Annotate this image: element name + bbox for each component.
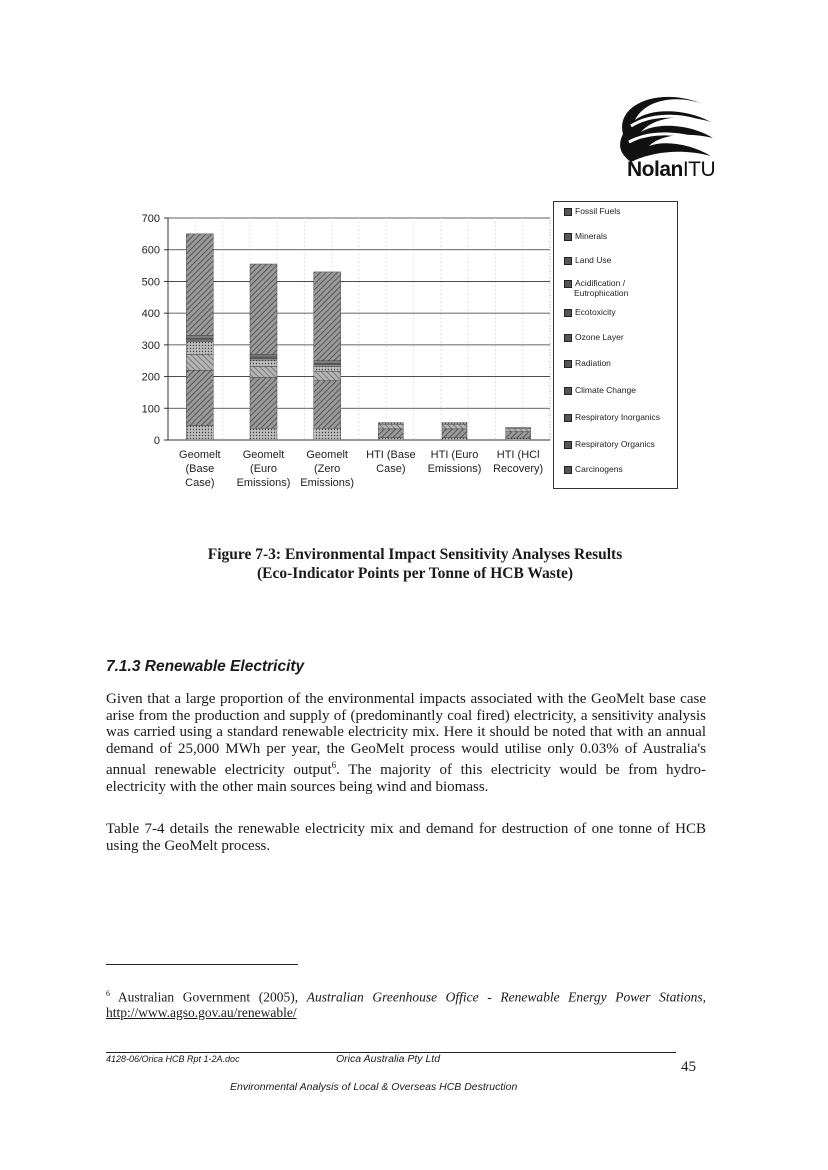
legend-swatch <box>564 208 572 216</box>
section-heading: 7.1.3 Renewable Electricity <box>106 658 305 675</box>
legend-item <box>564 307 616 317</box>
legend-label: Climate Change <box>575 385 636 395</box>
company-logo <box>605 86 723 186</box>
legend-swatch <box>564 233 572 241</box>
y-tick-label: 400 <box>141 308 160 321</box>
y-tick-label: 200 <box>141 371 160 384</box>
legend-swatch <box>564 466 572 474</box>
legend-item <box>564 385 636 395</box>
bar-segment <box>186 370 213 426</box>
paragraph-text: Given that a large proportion of the environmental impacts associated with the GeoMelt base case arise from the production and supply of (predominantly coal fired) electricity, a sensitivity analysis was carried using a standard renewable electricity mix. Here it should be noted that with an annual demand of 25,000 MWh per year, the GeoMelt process would utilise only 0.03% of Australia's annual renewable electricity output <box>106 691 706 778</box>
bar-segment <box>314 371 341 381</box>
logo-suffix: ITU <box>682 158 716 181</box>
footer-doc-reference: 4128-06/Orica HCB Rpt 1-2A.doc <box>106 1054 240 1064</box>
footer-report-title: Environmental Analysis of Local & Overseas HCB Destruction <box>230 1081 518 1093</box>
page-number: 45 <box>681 1059 696 1075</box>
footnote-source-title: Australian Greenhouse Office - Renewable Energy Power Stations, <box>306 989 706 1005</box>
legend-label: Respiratory Inorganics <box>575 412 661 422</box>
legend-item <box>564 464 623 474</box>
x-tick-label: Emissions) <box>236 477 291 489</box>
bar-segment <box>314 272 341 361</box>
bar-segment <box>314 361 341 364</box>
bar-segment <box>314 363 341 365</box>
legend-item <box>564 358 611 368</box>
x-tick-label: Emissions) <box>300 477 355 489</box>
x-tick-label: HTI (HCl <box>496 449 540 461</box>
legend-swatch <box>564 334 572 342</box>
logo-wordmark <box>627 158 715 182</box>
bar-segment <box>250 366 277 377</box>
y-tick-label: 300 <box>141 339 160 352</box>
legend-label: Ozone Layer <box>575 332 624 342</box>
legend-label: Minerals <box>575 231 608 241</box>
bar-segment <box>314 381 341 429</box>
bar-segment <box>186 234 213 335</box>
stacked-bar-chart <box>132 200 552 500</box>
x-tick-label: HTI (Base <box>366 449 416 461</box>
y-tick-label: 100 <box>141 403 160 416</box>
bar-segment <box>378 438 403 440</box>
x-tick-label: (Zero <box>314 463 341 475</box>
legend-label: Eutrophication <box>574 288 629 298</box>
bar-segment <box>250 354 277 357</box>
legend-label: Carcinogens <box>575 464 623 474</box>
bar-segment <box>250 360 277 366</box>
bar-segment <box>378 423 403 425</box>
bar-segment <box>506 427 531 428</box>
bar-segment <box>506 432 531 438</box>
x-tick-label: Geomelt <box>242 449 285 461</box>
paragraph-table-reference: Table 7-4 details the renewable electricity mix and demand for destruction of one tonne of HCB using the GeoMelt process. <box>106 821 706 854</box>
footnote-divider <box>106 964 298 965</box>
figure-caption-line1: Figure 7-3: Environmental Impact Sensitivity Analyses Results <box>207 546 623 563</box>
legend-swatch <box>564 441 572 449</box>
bar-segment <box>250 264 277 354</box>
y-tick-label: 0 <box>153 435 160 447</box>
legend-label: Acidification / <box>575 278 626 288</box>
bar-segment <box>186 339 213 341</box>
x-tick-label: Recovery) <box>493 463 544 475</box>
y-tick-label: 700 <box>141 213 160 225</box>
footnote <box>106 986 706 1020</box>
bar-segment <box>250 428 277 440</box>
footer-company: Orica Australia Pty Ltd <box>336 1053 441 1065</box>
x-tick-label: Case) <box>376 463 406 475</box>
x-tick-label: (Euro <box>250 463 277 475</box>
legend-item <box>564 412 660 422</box>
legend-swatch <box>564 360 572 368</box>
paragraph-text-continued: . The majority of this electricity would be from hydro-electricity with the other main sources being wind and biomass. <box>106 762 706 795</box>
legend-label: Fossil Fuels <box>575 206 621 216</box>
legend-swatch <box>564 309 572 317</box>
bar-segment <box>378 424 403 429</box>
bar-segment <box>506 438 531 440</box>
x-tick-label: HTI (Euro <box>430 449 479 461</box>
bar-segment <box>186 342 213 355</box>
x-tick-label: Case) <box>185 477 215 489</box>
legend-label: Ecotoxicity <box>575 307 616 317</box>
y-tick-label: 500 <box>141 276 160 289</box>
figure-caption-line2: (Eco-Indicator Points per Tonne of HCB Waste) <box>256 565 574 582</box>
bar-segment <box>250 378 277 429</box>
legend-swatch <box>564 257 572 265</box>
footnote-text: Australian Government (2005), <box>117 989 299 1005</box>
x-tick-label: (Base <box>185 463 215 475</box>
bar-segment <box>250 357 277 359</box>
bar-segment <box>314 365 341 367</box>
legend-label: Respiratory Organics <box>575 439 655 449</box>
legend-swatch <box>564 414 572 422</box>
legend-label: Land Use <box>575 255 612 265</box>
bar-segment <box>378 429 403 438</box>
x-tick-label: Emissions) <box>427 463 482 475</box>
bar-segment <box>186 354 213 370</box>
chart-legend <box>553 201 678 489</box>
footnote-ref: 6 <box>331 760 337 770</box>
bar-segment <box>186 426 213 440</box>
bar-segment <box>442 438 467 440</box>
bar-segment <box>186 335 213 338</box>
legend-item <box>564 231 607 241</box>
bar-segment <box>314 428 341 440</box>
x-tick-label: Geomelt <box>306 449 348 461</box>
logo-brand: Nolan <box>627 158 683 181</box>
chart-gridlines <box>168 218 550 440</box>
bar-segment <box>442 424 467 429</box>
legend-label: Radiation <box>575 358 611 368</box>
bar-segment <box>506 429 531 432</box>
bar-segment <box>442 423 467 425</box>
legend-swatch <box>564 387 572 395</box>
legend-item <box>564 332 624 342</box>
legend-item <box>564 439 655 449</box>
bar-segment <box>186 340 213 342</box>
y-tick-label: 600 <box>141 244 160 257</box>
legend-item <box>564 206 620 216</box>
x-tick-label: Geomelt <box>179 449 221 461</box>
legend-item <box>564 255 611 265</box>
bar-segment <box>442 429 467 438</box>
footnote-link[interactable]: http://www.agso.gov.au/renewable/ <box>106 1004 297 1020</box>
legend-item <box>564 278 628 298</box>
paragraph-renewable-intro <box>106 691 706 795</box>
legend-swatch <box>564 280 572 288</box>
bar-segment <box>314 366 341 371</box>
footnote-number: 6 <box>106 989 110 998</box>
bar-segment <box>250 358 277 360</box>
